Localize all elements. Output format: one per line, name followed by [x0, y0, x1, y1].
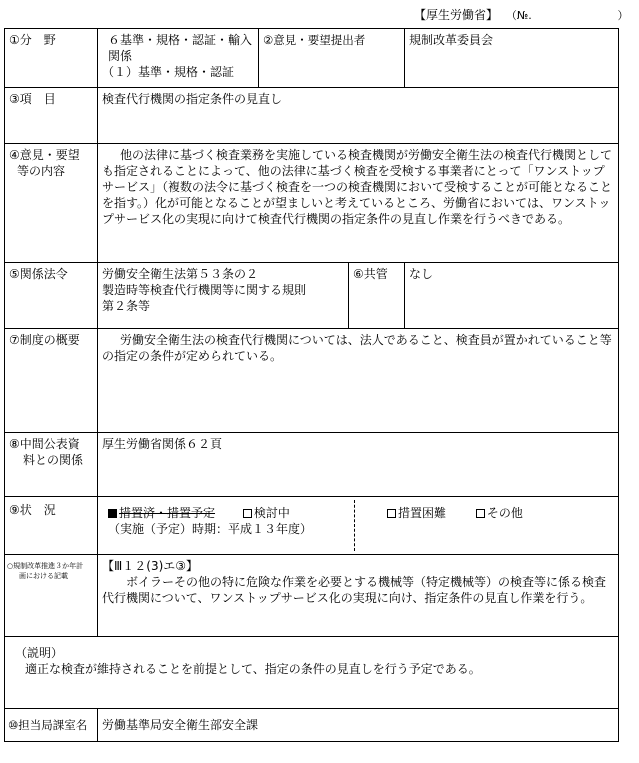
content-label-line2: 等の内容: [17, 164, 66, 178]
field-label: ①分 野: [5, 29, 98, 88]
overview-text: 労働安全衛生法の検査代行機関については、法人であること、検査員が置かれていること等の指定の条件が定められている。: [102, 333, 612, 363]
row-field: [5, 29, 619, 88]
request-form-table: [4, 28, 619, 742]
number-label: （№.: [505, 9, 532, 22]
plan-label: [5, 555, 98, 637]
department-value: 労働基準局安全衛生部安全課: [98, 709, 619, 742]
law-value: [98, 263, 349, 329]
plan-ref: 【Ⅲ１２(3)エ③】: [102, 559, 199, 573]
overview-label: ⑦制度の概要: [5, 329, 98, 433]
field-value-line2: （１）基準・規格・認証: [102, 65, 235, 79]
status-option-reviewing: [243, 506, 290, 520]
status-option-other: [476, 506, 523, 520]
row-status: [5, 497, 619, 555]
plan-text: ボイラーその他の特に危険な作業を必要とする機械等（特定機械等）の検査等に係る検査代行機関について、ワンストップサービス化の実現に向け、指定条件の見直し作業を行う。: [102, 575, 607, 605]
overview-value: [98, 329, 619, 433]
row-plan: [5, 555, 619, 637]
status-option-other-label: その他: [486, 506, 523, 520]
header: [414, 6, 629, 23]
status-option-reviewing-label: 検討中: [253, 506, 290, 520]
explanation-label: （説明）: [15, 646, 64, 660]
plan-label-line2: 画における記載: [19, 572, 68, 580]
item-value: 検査代行機関の指定条件の見直し: [98, 88, 619, 144]
status-schedule: （実施（予定）時期：平成１３年度）: [108, 522, 313, 536]
row-item: [5, 88, 619, 144]
interim-label-line2: 料との関係: [23, 453, 84, 467]
explanation-text: 適正な検査が維持されることを前提として、指定の条件の見直しを行う予定である。: [25, 662, 481, 676]
field-value-line1: ６基準・規格・認証・輸入関係: [108, 33, 253, 63]
law-value-line2: 製造時等検査代行機関等に関する規則: [102, 283, 307, 297]
interim-value: 厚生労働省関係６２頁: [98, 433, 619, 497]
content-label-line1: ④意見・要望: [9, 148, 80, 162]
ministry-name: 【厚生労働省】: [414, 8, 499, 22]
interim-label-line1: ⑧中間公表資: [9, 437, 80, 451]
checkbox-icon: [243, 509, 252, 518]
submitter-value: 規制改革委員会: [405, 29, 619, 88]
row-interim: [5, 433, 619, 497]
row-overview: [5, 329, 619, 433]
law-label: ⑤関係法令: [5, 263, 98, 329]
content-label: [5, 144, 98, 263]
cojurisdiction-label: ⑥共管: [349, 263, 405, 329]
checkbox-icon: [476, 509, 485, 518]
row-law: [5, 263, 619, 329]
content-value: [98, 144, 619, 263]
status-option-difficult-label: 措置困難: [398, 506, 447, 520]
row-explanation: [5, 637, 619, 709]
explanation-cell: [5, 637, 619, 709]
department-label: ⑩担当局課室名: [5, 709, 98, 742]
interim-label: [5, 433, 98, 497]
status-label: ⑨状 況: [5, 497, 98, 555]
checkbox-icon: [387, 509, 396, 518]
status-option-difficult: [387, 506, 450, 520]
row-department: [5, 709, 619, 742]
status-option-done: [108, 506, 219, 520]
plan-value: [98, 555, 619, 637]
number-close: ）: [617, 9, 629, 22]
status-value: [98, 497, 619, 555]
cojurisdiction-value: なし: [405, 263, 619, 329]
submitter-label: ②意見・要望提出者: [259, 29, 405, 88]
checkbox-checked-icon: [108, 509, 117, 518]
content-text: 他の法律に基づく検査業務を実施している検査機関が労働安全衛生法の検査代行機関としても指定されることによって、他の法律に基づく検査を受検する事業者にとって「ワンストップサービス」（複数の法令に基づく検査を一つの検査機関において受検することが可能となることを指す。）化が可能となることが望ましいと考えているところ、労働省においては、ワンストップサービス化の実現に向けて検査代行機関の指定条件の見直し作業を行うべきである。: [102, 148, 613, 226]
law-value-line3: 第２条等: [102, 299, 151, 313]
row-content: [5, 144, 619, 263]
item-label: ③項 目: [5, 88, 98, 144]
field-value: [98, 29, 259, 88]
law-value-line1: 労働安全衛生法第５３条の２: [102, 267, 259, 281]
plan-label-line1: ○規制改革推進３か年計: [7, 562, 84, 570]
status-option-done-label: 措置済・措置予定: [119, 506, 216, 520]
